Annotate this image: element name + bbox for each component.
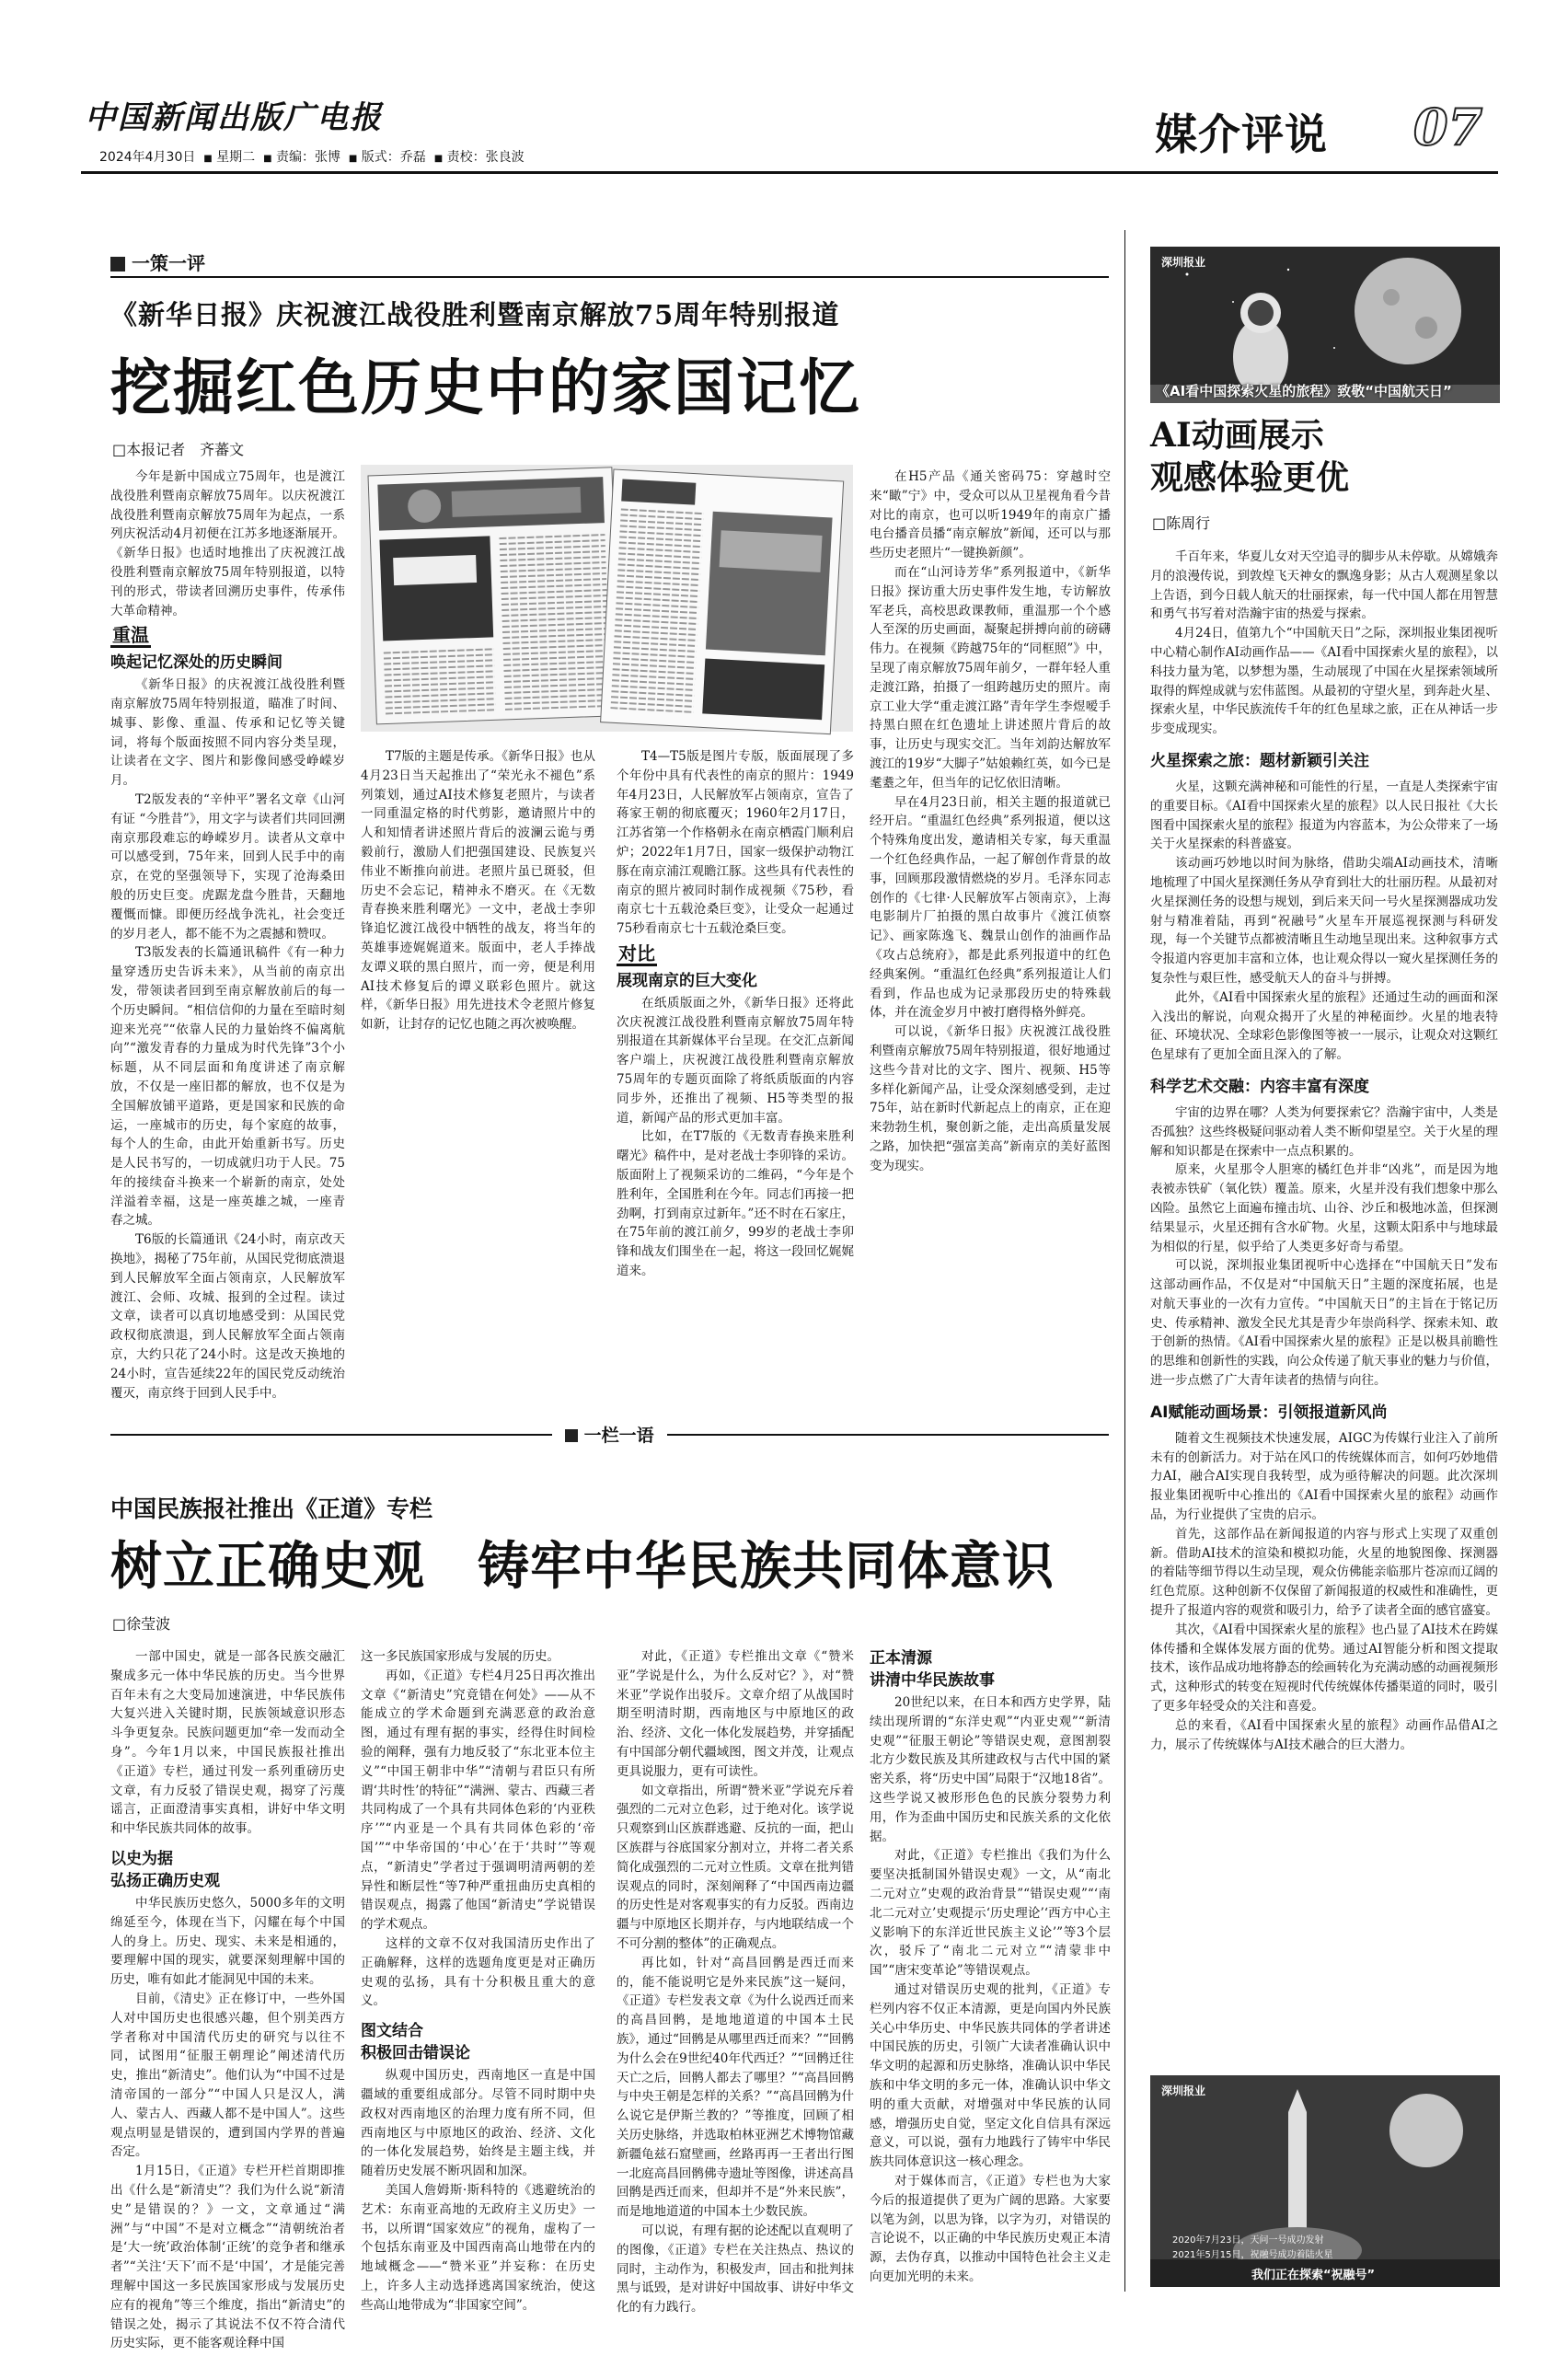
paragraph: 比如，在T7版的《无数青春换来胜利曙光》稿件中，是对老战士李卯锋的采访。版面附上了视频采访的二维码，“今年是个胜利年，全国胜利在今年。同志们再接一把劲啊，打到南京过新年。”还不时在石家庄，在75年前的渡江前夕，99岁的老战士李卯锋和战友们围坐在一起，将这一段回忆娓娓道来。 [617,1129,854,1278]
paragraph: 而在“山河诗芳华”系列报道中，《新华日报》探访重大历史事件发生地，专访解放军老兵，高校思政课教师，重温那一个个感人至深的历史画面，凝聚起拼搏向前的磅礴伟力。在视频《跨越75年的“同框照”》中，呈现了南京解放75周年前夕，一群年轻人重走渡江路，拍摄了一组跨越历史的照片。南京工业大学“重走渡江路”青年学生李煜嗳手持黑白照在红色遗址上讲述照片背后的故事，让历史与现实交汇。当年刘韵达解放军渡江的19岁“大脚子”姑娘赖红英，如今已是耄耋之年，但当年的记忆依旧清晰。 [870,564,1111,791]
paragraph: 总的来看，《AI看中国探索火星的旅程》动画作品借AI之力，展示了传统媒体与AI技术融合的巨大潜力。 [1150,1717,1498,1752]
sidebar-image1-brand: 深圳报业 [1161,256,1206,269]
paragraph: 在纸质版面之外，《新华日报》还将此次庆祝渡江战役胜利暨南京解放75周年特别报道在其新媒体平台呈现。在交汇点新闻客户端上，庆祝渡江战役胜利暨南京解放75周年的专题页面除了将纸质版面的内容同步外，还推出了视频、H5等类型的报道，新闻产品的形式更加丰富。 [617,995,854,1126]
paragraph: 4月24日，值第九个“中国航天日”之际，深圳报业集团视听中心精心制作AI动画作品——《AI看中国探索火星的旅程》，以科技力量为笔，以梦想为墨，生动展现了中国在火星探索领域所取得的辉煌成就与宏伟蓝图。从最初的守望火星，到奔赴火星、探索火星，中华民族流传千年的红色星球之旅，正在从神话一步步变成现实。 [1150,626,1498,737]
vertical-rule [1124,230,1125,2292]
article1-column-4 [870,468,1111,1388]
article1-kicker: 《新华日报》庆祝渡江战役胜利暨南京解放75周年特别报道 [110,299,840,330]
paragraph: T4—T5版是图片专版，版面展现了多个年份中具有代表性的南京的照片：1949年4月23日，人民解放军占领南京，宣告了蒋家王朝的彻底覆灭；1960年2月17日，江苏省第一个作格朝永在南京栖霞门顺利启炉；2022年1月7日，国家一级保护动物江豚在南京浦江观瞻江豚。这些具有代表性的南京的照片被同时制作成视频《75秒，看南京七十五载沧桑巨变》，让受众一起通过75秒看南京七十五载沧桑巨变。 [617,749,854,937]
sidebar-byline: □陈周行 [1152,514,1211,532]
article2-column-2 [361,1647,595,2313]
paragraph: 中华民族历史悠久，5000多年的文明绵延至今，体现在当下，闪耀在每个中国人的身上。历史、现实、未来是相通的，要理解中国的现实，就要深刻理解中国的历史，唯有如此才能洞见中国的未来。 [110,1895,345,1988]
paragraph: 对于媒体而言，《正道》专栏也为大家今后的报道提供了更为广阔的思路。大家要以笔为剑，以思为锋，以字为刃，对错误的言论说不，以正确的中华民族历史观正本清源，去伪存真，以推动中国特色社会主义走向更加光明的未来。 [870,2173,1111,2284]
issue-weekday: 星期二 [216,150,256,165]
article1-column-3 [617,747,854,1389]
article1-section1-title: 唤起记忆深处的历史瞬间 [110,653,282,673]
paragraph: 可以说，深圳报业集团视听中心选择在“中国航天日”发布这部动画作品，不仅是对“中国航天日”主题的深度拓展，也是对航天事业的一次有力宣传。“中国航天日”的主旨在于铭记历史、传承精神、激发全民尤其是青少年崇尚科学、探索未知、敢于创新的热情。《AI看中国探索火星的旅程》正是以极具前瞻性的思维和创新性的实践，向公众传递了航天事业的魅力与价值，进一步点燃了广大青年读者的热情与向往。 [1150,1258,1498,1389]
article2-kicker: 中国民族报社推出《正道》专栏 [110,1496,433,1522]
paragraph: 这样的文章不仅对我国清历史作出了正确解释，这样的选题角度更是对正确历史观的弘扬，具有十分积极且重大的意义。 [361,1935,595,2009]
sidebar-section1-title: 火星探索之旅：题材新颖引关注 [1150,751,1369,770]
section-title: 媒介评说 [1155,110,1328,159]
paragraph: T2版发表的“辛仲平”署名文章《山河有证 “今胜昔”》，用文字与读者们共同回溯南京那段难忘的峥嵘岁月。读者从文章中可以感受到，75年来，回到人民手中的南京，在党的坚强领导下，实现了沧海桑田般的历史巨变。虎踞龙盘今胜昔，天翻地覆慨而慷。即便历经战争洗礼，社会变迁的岁月老人，都不能不为之震撼和赞叹。 [110,791,345,941]
paragraph: 此外，《AI看中国探索火星的旅程》还通过生动的画面和深入浅出的解说，向观众揭开了火星的神秘面纱。火星的地表特征、环境状况、全球彩色影像图等被一一展示，让观众对这颗红色星球有了更加全面且深入的了解。 [1150,989,1498,1063]
article2-column-3 [617,1647,854,2315]
paragraph: 再如，《正道》专栏4月25日再次推出文章《“新清史”究竟错在何处》——从不能成立的学术命题到充满恶意的政治意图，通过有理有据的事实，经得住时间检验的阐释，强有力地反驳了“东北亚本位主义”“中国王朝非中华”“清朝与君臣只有所谓‘共时性’的特征”“满洲、蒙古、西藏三者共同构成了一个具有共同体色彩的‘内亚秩序’”“内亚是一个具有共同体色彩的‘帝国’”“中华帝国的‘中心’在于‘共时’”等观点，“新清史”学者过于强调明清两朝的差异性和断层性“等7种严重扭曲历史真相的错误观点，揭露了他国“新清史”学说错误的学术观点。 [361,1668,595,1933]
article1-intro: 今年是新中国成立75周年，也是渡江战役胜利暨南京解放75周年。以庆祝渡江战役胜利暨南京解放75周年为起点，一系列庆祝活动4月初便在江苏多地逐渐展开。《新华日报》也适时地推出了庆祝渡江战役胜利暨南京解放75周年特别报道，以特刊的形式，带读者回溯历史事件，传承伟大革命精神。 [110,469,345,618]
masthead-logo: 中国新闻出版广电报 [85,99,383,136]
paragraph: 对此，《正道》专栏推出文章《“赞米亚”学说是什么，为什么反对它？》，对“赞米亚”学说作出驳斥。文章介绍了从战国时期至明清时期，西南地区与中原地区的政治、经济、文化一体化发展趋势，并穿插配有中国部分朝代疆域图，图文并茂，让观点更具说服力，更有可读性。 [617,1649,854,1779]
paragraph: 宇宙的边界在哪？人类为何要探索它？浩瀚宇宙中，人类是否孤独？这些终极疑问驱动着人类不断仰望星空。关于火星的理解和知识都是在探索中一点点积累的。 [1150,1104,1498,1159]
article1-section1-kicker: 重温 [112,624,149,647]
editor-credit: 责编：张博 [275,150,340,165]
newspaper-pages-illustration [361,465,853,732]
article1-column-1 [110,468,345,1401]
layout-credit: 版式：乔磊 [361,150,426,165]
article1-headline: 挖掘红色历史中的家国记忆 [110,352,861,423]
article2-section1-title: 以史为据 弘扬正确历史观 [110,1849,220,1890]
sidebar-column [1150,548,1498,2066]
article2-headline: 树立正确史观 铸牢中华民族共同体意识 [110,1536,1055,1597]
article1-column-2 [361,747,595,1389]
paragraph: 如文章指出，所谓“赞米亚”学说充斥着强烈的二元对立色彩，过于绝对化。该学说只观察到山区族群逃避、反抗的一面，把山区族群与谷底国家分割对立，并将二者关系简化成强烈的二元对立性质。文章在批判错误观点的同时，深刻阐释了“中国西南边疆的历史性是对客观事实的有力反驳。西南边疆与中原地区长期并存，与内地联结成一个不可分割的整体”的正确观点。 [617,1783,854,1951]
paragraph: 再比如，针对“高昌回鹘是西迁而来的，能不能说明它是外来民族”这一疑问，《正道》专栏发表文章《为什么说西迁而来的高昌回鹘，是地地道道的中国本土民族》，通过“回鹘是从哪里西迁而来？”“回鹘为什么会在9世纪40年代西迁？”“回鹘迁往天亡之后，回鹘人都去了哪里？”“高昌回鹘与中央王朝是怎样的关系？”“高昌回鹘为什么说它是伊斯兰教的？”等推度，回顾了相关历史脉络，并选取柏林亚洲艺术博物馆藏新疆龟兹石窟壁画，丝路再再一王者出行图一北庭高昌回鹘佛寺遗址等图像，讲述高昌回鹘是西迁而来，但却并不是“外来民族”，而是地地道道的中国本土少数民族。 [617,1955,854,2220]
divider-label [552,1422,667,1447]
article2-column-1 [110,1647,345,2351]
article2-byline: □徐莹波 [112,1615,171,1633]
paragraph: 纵观中国历史，西南地区一直是中国疆域的重要组成部分。尽管不同时期中央政权对西南地区的治理力度有所不同，但西南地区与中原地区的政治、经济、文化的一体化发展趋势，始终是主题主线，并随着历史发展不断巩固和加深。 [361,2068,595,2179]
sidebar-image2-line-1: 2020年7月23日，天问一号成功发射 [1172,2235,1324,2246]
article1-tag-label: 一策一评 [131,252,205,274]
article1-photo [361,465,853,732]
paragraph: T7版的主题是传承。《新华日报》也从4月23日当天起推出了“荣光永不褪色”系列策划，通过AI技术修复老照片，与读者一同重温定格的时代剪影，邀请照片中的人和知情者讲述照片背后的波澜云诡与勇毅前行，激励人们把强国建设、民族复兴伟业不断推向前进。老照片虽已斑驳，但历史不会忘记，精神永不磨灭。在《无数青春换来胜利曙光》一文中，老战士李卯锋追忆渡江战役中牺牲的战友，将当年的英雄事迹娓娓道来。版面中，老人手捧战友谭义联的黑白照片，而一旁，便是利用AI技术修复后的谭义联彩色照片。就这样，《新华日报》用先进技术令老照片修复如新，让封存的记忆也随之再次被唤醒。 [361,749,595,1033]
paragraph: 对此，《正道》专栏推出《我们为什么要坚决抵制国外错误史观》一文，从“南北二元对立”史观的政治背景”“错误史观”“‘南北二元对立’史观提示‘历史理论’‘西方中心主义影响下的东洋近世民族主义论’”等3个层次，驳斥了“南北二元对立”“清蒙非中国”“唐宋变革论”等错误观点。 [870,1848,1111,1979]
paragraph: 一部中国史，就是一部各民族交融汇聚成多元一体中华民族的历史。当今世界百年未有之大变局加速演进，中华民族伟大复兴进入关键时期，民族领域意识形态斗争更复杂。民族问题更加“牵一发而动全身”。今年1月以来，中国民族报社推出《正道》专栏，通过刊发一系列重磅历史文章，有力反驳了错误史观，揭穿了污蔑谣言，正面澄清事实真相，讲好中华文明和中华民族共同体的故事。 [110,1649,345,1837]
sidebar-image2-brand: 深圳报业 [1161,2085,1206,2097]
article1-byline: □本报记者 齐蕃文 [112,441,245,458]
divider-label-text: 一栏一语 [583,1426,654,1446]
article2-section3-title: 正本清源 讲清中华民族故事 [870,1649,995,1690]
paragraph: 在H5产品《通关密码75：穿越时空来“瞰”宁》中，受众可以从卫星视角看今昔对比的南京，也可以听1949年的南京广播电台播音员播“南京解放”新闻，还可以与那些历史老照片“一键换新颜”。 [870,469,1111,561]
paragraph: 首先，这部作品在新闻报道的内容与形式上实现了双重创新。借助AI技术的渲染和模拟功能，火星的地貌图像、探测器的着陆等细节得以生动呈现，观众仿佛能亲临那片苍凉而辽阔的红色荒原。这种创新不仅保留了新闻报道的权威性和准确性，更提升了报道内容的观赏和吸引力，给予了读者全面的感官盛宴。 [1150,1526,1498,1619]
proof-credit: 责校：张良波 [446,150,525,165]
paragraph: 《新华日报》的庆祝渡江战役胜利暨南京解放75周年特别报道，瞄准了时间、城事、影像、重温、传承和记忆等关键词，将每个版面按照不同内容分类呈现，让读者在文字、图片和影像间感受峥嵘岁月。 [110,677,345,789]
article1-top-rule [110,276,1109,278]
masthead-info: 2024年4月30日 ■ 星期二 ■ 责编：张博 ■ 版式：乔磊 ■ 责校：张良波 [99,150,525,165]
article2-column-4 [870,1647,1111,2282]
paragraph: T3版发表的长篇通讯稿件《有一种力量穿透历史告诉未来》，从当前的南京出发，带领读者回到至南京解放前后的每一个历史瞬间。“相信信仰的力量在至暗时刻迎来光亮”“依靠人民的力量始终不偏离航向”“激发青春的力量成为时代先锋”3个小标题，从不同层面和角度讲述了南京解放，不仅是一座旧都的解放，也不仅是为全国解放铺平道路，更是国家和民族的命运，一座城市的历史，每个家庭的故事，每个人的生命，由此开始重新书写。历史是人民书写的，一切成就归功于人民。75年的接续奋斗换来一个崭新的南京，处处洋溢着幸福，这是一座英雄之城，一座青春之城。 [110,945,345,1229]
page-number: 07 [1413,98,1483,156]
paragraph: 这一多民族国家形成与发展的历史。 [361,1649,559,1664]
sidebar-headline: AI动画展示 观感体验更优 [1150,416,1350,497]
masthead-rule [81,171,1498,174]
sidebar-image-1 [1150,247,1500,403]
paragraph: 20世纪以来，在日本和西方史学界，陆续出现所谓的“东洋史观”“内亚史观”“新清史观”“征服王朝论”等错误史观，意图割裂北方少数民族及其所建政权与古代中国的紧密关系，将“历史中国”局限于“汉地18省”。这些学说又被形形色色的民族分裂势力利用，作为歪曲中国历史和民族关系的文化依据。 [870,1695,1111,1844]
paragraph: 目前，《清史》正在修订中，一些外国人对中国历史也很感兴趣，但个别美西方学者称对中国清代历史的研究与以往不同，试图用“征服王朝理论”阐述清代历史，推出“新清史”。他们认为“中国不过是清帝国的一部分”“中国人只是汉人，满人、蒙古人、西藏人都不是中国人”。这些观点明显是错误的，遭到国内学界的普遍否定。 [110,1991,345,2160]
paragraph: T6版的长篇通讯《24小时，南京改天换地》，揭秘了75年前，从国民党彻底溃退到人民解放军全面占领南京，人民解放军渡江、会师、攻城、报到的全过程。读过文章，读者可以真切地感受到：从国民党政权彻底溃退，到人民解放军全面占领南京，大约只花了24小时。这是改天换地的24小时，宣告延续22年的国民党反动统治覆灭，南京终于回到人民手中。 [110,1232,345,1401]
article1-section2-kicker: 对比 [618,941,655,964]
sidebar-image2-line-3: 我们正在探索“祝融号” [1251,2269,1376,2282]
sidebar-image-2 [1150,2075,1500,2287]
article2-section2-title: 图文结合 积极回击错误论 [361,2022,470,2063]
sidebar-image2-line-2: 2021年5月15日，祝融号成功着陆火星 [1172,2250,1333,2260]
sidebar-section2-title: 科学艺术交融：内容丰富有深度 [1150,1077,1369,1096]
article1-section2-title: 展现南京的巨大变化 [617,971,757,990]
paragraph: 千百年来，华夏儿女对天空追寻的脚步从未停歇。从嫦娥奔月的浪漫传说，到敦煌飞天神女的飘逸身影；从古人观测星象以上告语，到今日载人航天的壮丽探索，每一代中国人都在用智慧和勇气书写着对浩瀚宇宙的热爱与探索。 [1150,549,1498,622]
paragraph: 1月15日，《正道》专栏开栏首期即推出《什么是“新清史”？我们为什么说“新清史”是错误的？》一文，文章通过“满洲”与“中国”不是对立概念”“清朝统治者是‘大一统’政治体制‘正统’的竞争者和继承者”“关注‘天下’而不是‘中国’，才是能完善理解中国这一多民族国家形成与发展历史应有的视角”等三个维度，指出“新清史”的错误之处，揭示了其说法不仅不符合清代历史实际，更不能客观诠释中国 [110,2164,345,2351]
paragraph: 可以说，《新华日报》庆祝渡江战役胜利暨南京解放75周年特别报道，很好地通过这些今昔对比的文字、图片、视频、H5等多样化新闻产品，让受众深刻感受到，走过75年，站在新时代新起点上的南京，正在迎来勃勃生机，聚创新之能，走出高质量发展之路，加快把“强富美高”新南京的美好蓝图变为现实。 [870,1024,1111,1173]
paragraph: 随着文生视频技术快速发展，AIGC为传媒行业注入了前所未有的创新活力。对于站在风口的传统媒体而言，如何巧妙地借力AI，融合AI实现自我转型，成为亟待解决的问题。此次深圳报业集团视听中心推出的《AI看中国探索火星的旅程》动画作品，为行业提供了宝贵的启示。 [1150,1430,1498,1523]
paragraph: 美国人詹姆斯·斯科特的《逃避统治的艺术：东南亚高地的无政府主义历史》一书，以所谓“国家效应”的视角，虚构了一个包括东南亚及中国西南高山地带在内的地域概念——“赞米亚”并妄称：在历史上，许多人主动选择逃离国家统治，使这些高山地带成为“非国家空间”。 [361,2182,595,2313]
paragraph: 该动画巧妙地以时间为脉络，借助尖端AI动画技术，清晰地梳理了中国火星探测任务从孕育到壮大的壮丽历程。从最初对火星探测任务的设想与规划，到后来天问一号火星探测器成功发射与精准着陆，再到“祝融号”火星车开展巡视探测与科研发现，每一个关键节点都被清晰且生动地呈现出来。这种叙事方式令报道内容更加丰富和立体，也让观众得以一窥火星探测任务的复杂性与艰巨性，感受航天人的奋斗与拼搏。 [1150,856,1498,986]
paragraph: 早在4月23日前，相关主题的报道就已经开启。“重温红色经典”系列报道，便以这个特殊角度出发，邀请相关专家，每天重温一个红色经典作品，一起了解创作背景的故事，回顾那段激情燃烧的岁月。毛泽东同志创作的《七律·人民解放军占领南京》，上海电影制片厂拍摄的黑白故事片《渡江侦察记》、画家陈逸飞、魏景山创作的油画作品《攻占总统府》，都是此系列报道中的红色经典案例。“重温红色经典”系列报道让人们看到，作品也成为记录那段历史的特殊载体，并在流金岁月中被打磨得格外鲜亮。 [870,794,1111,1021]
astronaut-moon-illustration [1150,247,1500,403]
paragraph: 通过对错误历史观的批判，《正道》专栏列内容不仅正本清源，更是向国内外民族关心中华历史、中华民族共同体的学者讲述中国民族的历史，引领广大读者准确认识中华文明的起源和历史脉络，准确认识中华民族和中华文明的多元一体，准确认识中华文明的重大贡献，对增强对中华民族的认同感，增强历史自觉，坚定文化自信具有深远意义，可以说，强有力地践行了铸牢中华民族共同体意识这一核心理念。 [870,1981,1111,2170]
paragraph: 原来，火星那令人胆寒的橘红色并非“凶兆”，而是因为地表被赤铁矿（氧化铁）覆盖。原来，火星并没有我们想象中那么凶险。虽然它上面遍布撞击坑、山谷、沙丘和极地冰盖，但探测结果显示，火星还拥有含水矿物。火星，这颗太阳系中与地球最为相似的行星，似乎给了人类更多好奇与希望。 [1150,1162,1498,1254]
article1-tag [110,248,205,275]
issue-date: 2024年4月30日 [99,150,196,165]
paragraph: 其次，《AI看中国探索火星的旅程》也凸显了AI技术在跨媒体传播和全媒体发展方面的优势。通过AI智能分析和图文提取技术，该作品成功地将静态的绘画转化为充满动感的动画视频形式，这种形式的转变在短视时代传统媒体传播渠道的同时，吸引了更多年轻受众的关注和喜爱。 [1150,1622,1498,1715]
paragraph: 可以说，有理有据的论述配以直观明了的图像，《正道》专栏在关注热点、热议的同时，主动作为，积极发声，回击和批判抹黑与诋毁，是对讲好中国故事、讲好中华文化的有力践行。 [617,2223,854,2315]
sidebar-image1-caption: 《AI看中国探索火星的旅程》致敬“中国航天日” [1156,383,1452,399]
paragraph: 火星，这颗充满神秘和可能性的行星，一直是人类探索宇宙的重要目标。《AI看中国探索火星的旅程》以人民日报社《大长图看中国探索火星的旅程》报道为内容蓝本，为公众带来了一场关于火星探索的科普盛宴。 [1150,779,1498,852]
sidebar-section3-title: AI赋能动画场景：引领报道新风尚 [1150,1403,1388,1422]
